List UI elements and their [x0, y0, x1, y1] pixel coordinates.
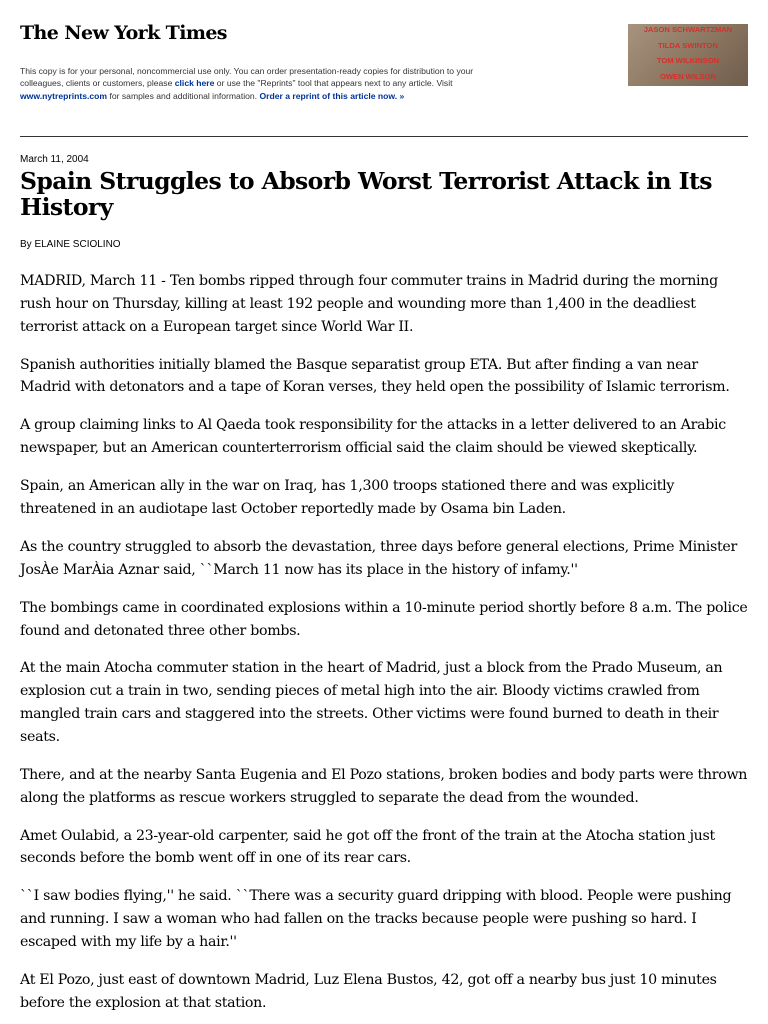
article-paragraph: Spanish authorities initially blamed the Basque separatist group ETA. But after finding a van near Madrid with detonators and a tape of Koran verses, they held open the possibility of Islamic terrorism. — [20, 356, 730, 396]
nytreprints-link[interactable]: www.nytreprints.com — [20, 90, 108, 101]
article-paragraph: As the country struggled to absorb the devastation, three days before general elections, Prime Minister JosÀe MarÀia Aznar said, ``March 11 now has its place in the history of infamy.'' — [20, 538, 737, 578]
article-paragraph: At El Pozo, just east of downtown Madrid, Luz Elena Bustos, 42, got off a nearby bus just 10 minutes before the explosion at that station. — [20, 972, 717, 1011]
article-paragraph: There, and at the nearby Santa Eugenia and El Pozo stations, broken bodies and body parts were thrown along the platforms as rescue workers struggled to separate the dead from the wounded. — [20, 766, 748, 806]
reprint-notice — [20, 65, 500, 102]
ad-line-2: TILDA SWINTON — [658, 40, 718, 50]
masthead-logo: The New York Times — [20, 22, 227, 44]
article-headline: Spain Struggles to Absorb Worst Terrorist Attack in Its History — [20, 167, 712, 221]
ad-line-1: JASON SCHWARTZMAN — [643, 25, 733, 34]
article-paragraph: A group claiming links to Al Qaeda took responsibility for the attacks in a letter delivered to an Arabic newspaper, but an American counterterrorism official said the claim should be viewed skeptically. — [20, 417, 726, 457]
article-date: March 11, 2004 — [20, 154, 89, 165]
article-paragraph: The bombings came in coordinated explosions within a 10-minute period shortly before 8 a.m. The police found and detonated three other bombs. — [20, 599, 748, 639]
notice-text-2: or use the "Reprints" tool that appears next to any article. Visit — [214, 78, 453, 89]
article-body — [20, 270, 748, 1024]
article-paragraph: Amet Oulabid, a 23-year-old carpenter, said he got off the front of the train at the Atocha station just seconds before the bomb went off in one of its rear cars. — [20, 827, 715, 867]
advertisement-banner[interactable] — [628, 24, 748, 86]
click-here-link[interactable]: click here — [174, 78, 215, 89]
notice-text-1: This copy is for your personal, noncommercial use only. You can order presentation-ready copies for distribution to your colleagues, clients or customers, please — [20, 66, 474, 89]
article-paragraph: MADRID, March 11 - Ten bombs ripped through four commuter trains in Madrid during the morning rush hour on Thursday, killing at least 192 people and wounding more than 1,400 in the deadliest terrorist attack on a European target since World War II. — [20, 273, 718, 335]
article-paragraph: Spain, an American ally in the war on Iraq, has 1,300 troops stationed there and was explicitly threatened in an audiotape last October reportedly made by Osama bin Laden. — [20, 478, 675, 517]
article-byline: By ELAINE SCIOLINO — [20, 239, 121, 250]
header-divider — [20, 136, 748, 137]
article-paragraph: At the main Atocha commuter station in the heart of Madrid, just a block from the Prado Museum, an explosion cut a train in two, sending pieces of metal high into the air. Bloody victims crawled from mangled train cars and staggered into the streets. Other victims were found burned to death in their seats. — [20, 660, 723, 745]
ad-line-3: TOM WILKINSON — [656, 56, 720, 66]
order-reprint-link[interactable]: Order a reprint of this article now. » — [259, 90, 405, 101]
ad-line-4: OWEN WILSON — [659, 71, 717, 81]
article-paragraph: ``I saw bodies flying,'' he said. ``There was a security guard dripping with blood. People were pushing and running. I saw a woman who had fallen on the tracks because people were pushing so hard. I escaped with my life by a hair.'' — [20, 888, 732, 951]
notice-text-3: for samples and additional information. — [107, 90, 260, 101]
